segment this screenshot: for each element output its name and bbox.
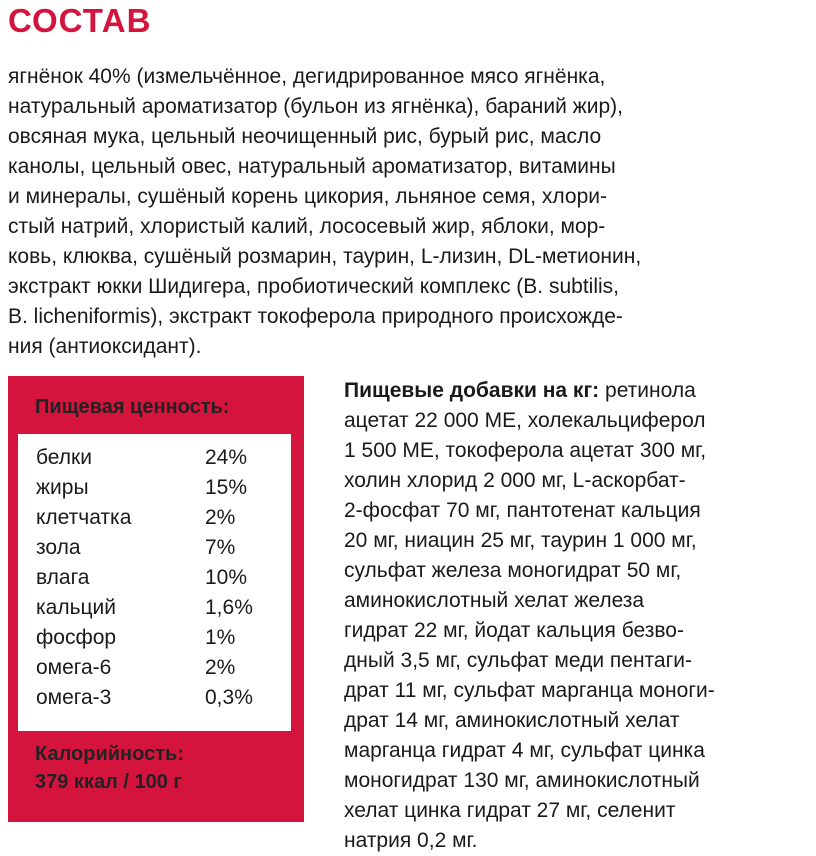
composition-text [8,62,808,362]
composition-line: и минералы, сушёный корень цикория, льняное семя, хлори- [8,185,607,208]
composition-line: овсяная мука, цельный неочищенный рис, бурый рис, масло [8,125,602,148]
nutrient-name: жиры [36,476,89,499]
nutrition-header [8,376,304,432]
nutrient-value: 15% [205,476,248,499]
nutrition-heading: Пищевая ценность: [35,396,230,418]
nutrient-name: белки [36,446,92,469]
additives-line: сульфат железа моногидрат 50 мг, [344,559,682,582]
nutrient-value: 0,3% [205,686,253,709]
nutrient-value: 1% [205,626,236,649]
additives-first-line [344,376,814,406]
nutrition-row [36,566,276,596]
nutrition-row [36,506,276,536]
additives-line: натрия 0,2 мг. [344,829,478,852]
nutrient-name: клетчатка [36,506,132,529]
nutrient-name: зола [36,536,81,559]
composition-line: экстракт юкки Шидигера, пробиотический комплекс (B. subtilis, [8,275,619,298]
nutrition-row [36,446,276,476]
nutrient-name: омега-3 [36,686,112,709]
nutrient-name: фосфор [36,626,117,649]
additives-line: аминокислотный хелат железа [344,589,645,612]
page-title: СОСТАВ [8,2,152,39]
nutrition-panel [8,376,304,822]
nutrient-value: 24% [205,446,248,469]
additives-line: дный 3,5 мг, сульфат меди пентаги- [344,649,692,672]
composition-line: ния (антиоксидант). [8,335,202,358]
nutrition-row [36,656,276,686]
calories-block [35,740,184,796]
nutrient-name: кальций [36,596,117,619]
composition-line: стый натрий, хлористый калий, лососевый жир, яблоки, мор- [8,215,606,238]
additives-label: Пищевые добавки на кг: [344,379,600,402]
nutrition-row [36,596,276,626]
nutrient-value: 2% [205,656,236,679]
nutrition-row [36,686,276,716]
nutrient-name: влага [36,566,90,589]
composition-line: ковь, клюква, сушёный розмарин, таурин, L-лизин, DL-метионин, [8,245,642,268]
nutrient-value: 1,6% [205,596,253,619]
nutrient-value: 2% [205,506,236,529]
additives-line: драт 11 мг, сульфат марганца моноги- [344,679,715,702]
nutrition-row [36,536,276,566]
additives-line: марганца гидрат 4 мг, сульфат цинка [344,739,705,762]
nutrient-value: 10% [205,566,248,589]
nutrient-value: 7% [205,536,236,559]
composition-line: канолы, цельный овес, натуральный ароматизатор, витамины [8,155,616,178]
additives-line: моногидрат 130 мг, аминокислотный [344,769,700,792]
additives-line: драт 14 мг, аминокислотный хелат [344,709,680,732]
additives-line: 20 мг, ниацин 25 мг, таурин 1 000 мг, [344,529,697,552]
composition-line: B. licheniformis), экстракт токоферола природного происхожде- [8,305,623,328]
nutrition-table [18,434,291,731]
additives-line: гидрат 22 мг, йодат кальция безво- [344,619,684,642]
additives-line: хелат цинка гидрат 27 мг, селенит [344,799,676,822]
additives-line: 2-фосфат 70 мг, пантотенат кальция [344,499,701,522]
additives-line: ацетат 22 000 МЕ, холекальциферол [344,409,706,432]
additives-line: 1 500 МЕ, токоферола ацетат 300 мг, [344,439,707,462]
nutrient-name: омега-6 [36,656,112,679]
composition-line: натуральный ароматизатор (бульон из ягнёнка), бараний жир), [8,95,623,118]
calories-label: Калорийность: [35,743,184,765]
additives-line: холин хлорид 2 000 мг, L-аскорбат- [344,469,686,492]
composition-line: ягнёнок 40% (измельчённое, дегидрированное мясо ягнёнка, [8,65,606,88]
calories-value: 379 ккал / 100 г [35,771,182,793]
additives-line: ретинола [599,379,696,402]
nutrition-row [36,476,276,506]
additives-text [344,376,814,856]
nutrition-row [36,626,276,656]
